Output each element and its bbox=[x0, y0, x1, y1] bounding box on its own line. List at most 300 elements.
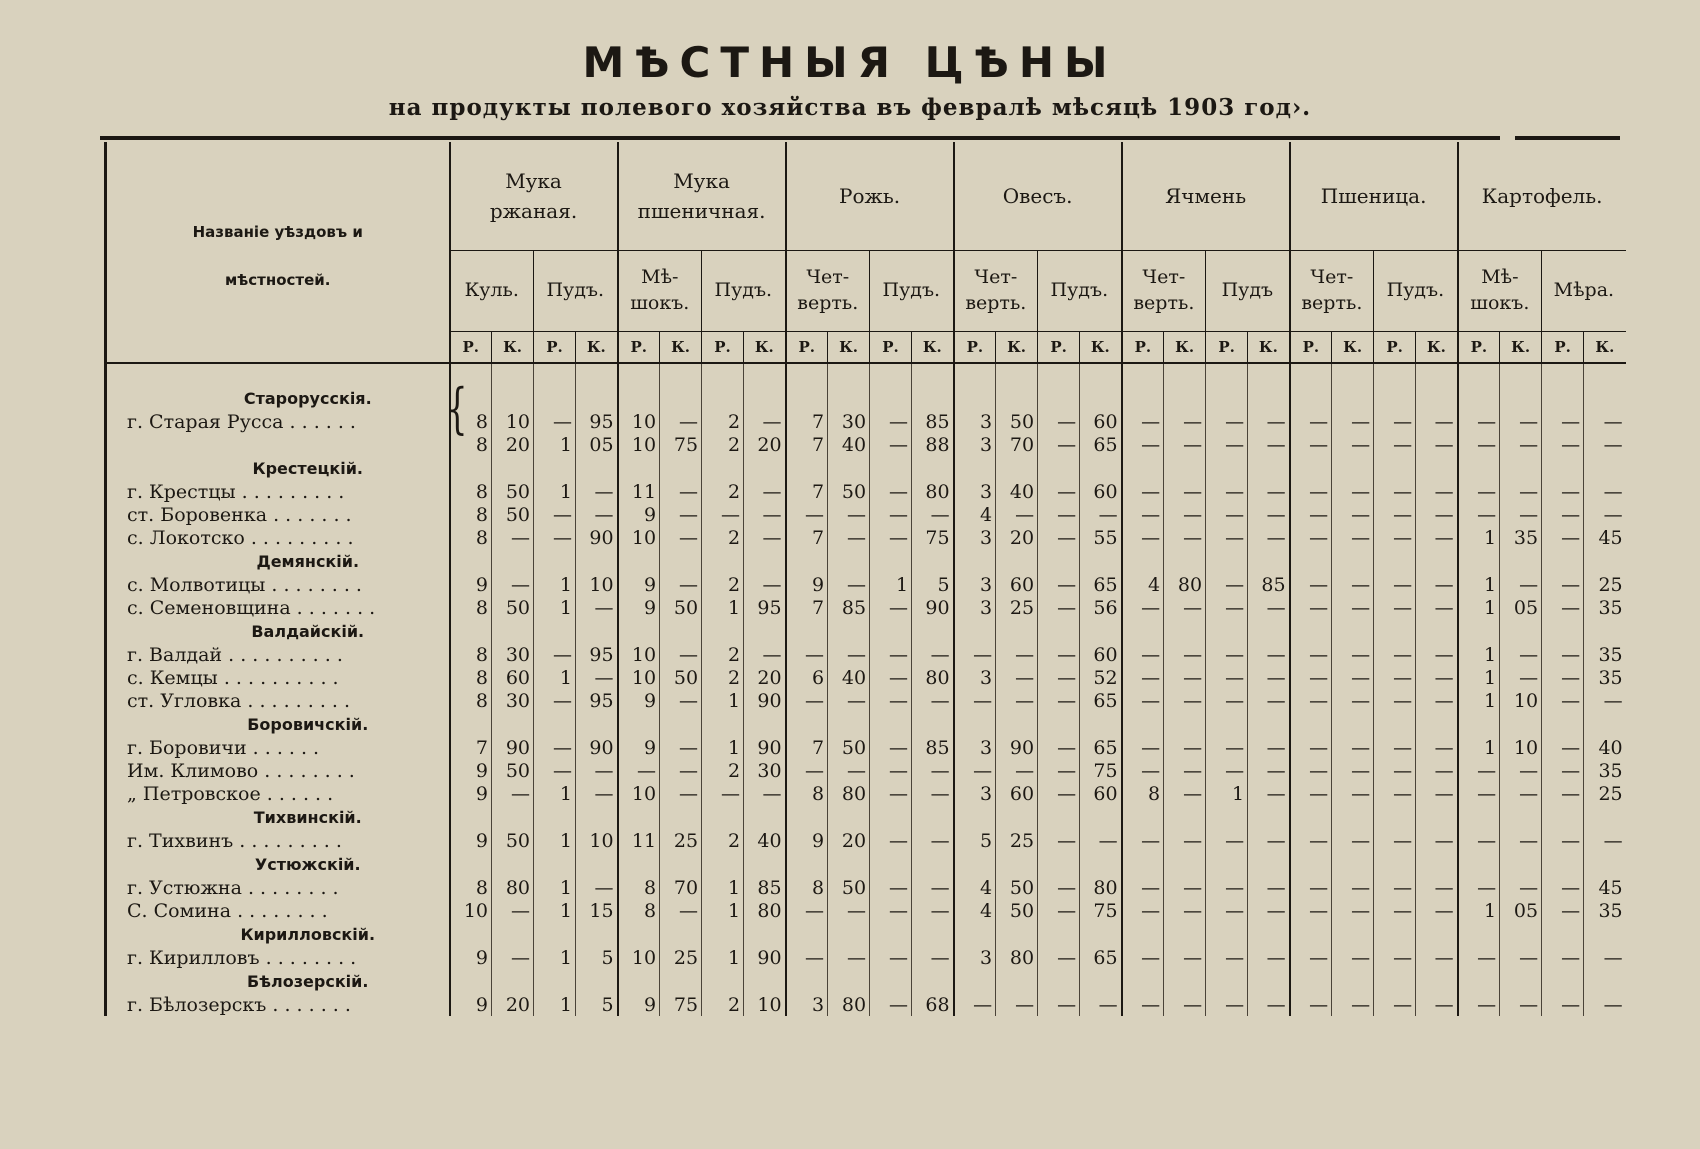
price-rubles: — bbox=[954, 643, 996, 666]
price-rubles: 2 bbox=[702, 643, 744, 666]
price-kopecks: 90 bbox=[912, 596, 954, 619]
empty-cell bbox=[1038, 969, 1080, 993]
empty-cell bbox=[1542, 386, 1584, 410]
rubles-label: Р. bbox=[1038, 332, 1080, 364]
price-kopecks: — bbox=[1416, 433, 1458, 456]
kopecks-label: К. bbox=[828, 332, 870, 364]
empty-cell bbox=[702, 969, 744, 993]
empty-cell bbox=[450, 852, 492, 876]
price-rubles: 8 bbox=[450, 433, 492, 456]
price-kopecks: — bbox=[1416, 782, 1458, 805]
price-kopecks: 65 bbox=[1080, 433, 1122, 456]
price-rubles: — bbox=[1206, 480, 1248, 503]
price-rubles: — bbox=[1542, 666, 1584, 689]
price-rubles: 1 bbox=[534, 876, 576, 899]
place-name: г. Крестцы . . . . . . . . . bbox=[106, 480, 450, 503]
price-rubles: — bbox=[1374, 503, 1416, 526]
unit-header bbox=[1122, 251, 1206, 332]
price-rubles: — bbox=[1038, 526, 1080, 549]
price-kopecks: — bbox=[1416, 876, 1458, 899]
price-kopecks: — bbox=[660, 480, 702, 503]
empty-cell bbox=[1290, 619, 1332, 643]
empty-cell bbox=[954, 549, 996, 573]
price-kopecks: — bbox=[660, 526, 702, 549]
price-kopecks: 56 bbox=[1080, 596, 1122, 619]
price-kopecks: 80 bbox=[1164, 573, 1206, 596]
price-rubles: — bbox=[1374, 480, 1416, 503]
price-rubles: 8 bbox=[450, 526, 492, 549]
price-kopecks: — bbox=[744, 503, 786, 526]
price-rubles: — bbox=[1038, 643, 1080, 666]
price-rubles: 3 bbox=[954, 480, 996, 503]
empty-cell bbox=[1038, 712, 1080, 736]
price-rubles: — bbox=[534, 736, 576, 759]
empty-cell bbox=[702, 852, 744, 876]
empty-cell bbox=[996, 805, 1038, 829]
empty-cell bbox=[870, 456, 912, 480]
price-kopecks: — bbox=[744, 410, 786, 433]
rubles-label: Р. bbox=[1206, 332, 1248, 364]
price-kopecks: — bbox=[1248, 596, 1290, 619]
empty-cell bbox=[1458, 456, 1500, 480]
price-rubles: — bbox=[618, 759, 660, 782]
unit-header-line1: Мѣ- bbox=[1481, 266, 1519, 289]
empty-cell bbox=[912, 386, 954, 410]
price-rubles: — bbox=[1038, 876, 1080, 899]
price-kopecks: 5 bbox=[912, 573, 954, 596]
price-rubles: — bbox=[1290, 433, 1332, 456]
rubles-label: Р. bbox=[1458, 332, 1500, 364]
price-rubles: — bbox=[870, 876, 912, 899]
empty-cell bbox=[1500, 922, 1542, 946]
price-kopecks: 50 bbox=[492, 480, 534, 503]
kopecks-label: К. bbox=[492, 332, 534, 364]
unit-header-line2: верть. bbox=[1133, 292, 1195, 314]
empty-cell bbox=[744, 549, 786, 573]
empty-cell bbox=[534, 549, 576, 573]
table-row bbox=[106, 526, 1626, 549]
empty-cell bbox=[1332, 386, 1374, 410]
empty-cell bbox=[1374, 852, 1416, 876]
unit-header-line1: Чет- bbox=[974, 266, 1018, 289]
empty-cell bbox=[996, 456, 1038, 480]
price-rubles: — bbox=[1038, 596, 1080, 619]
empty-cell bbox=[660, 549, 702, 573]
price-rubles: — bbox=[1290, 689, 1332, 712]
empty-cell bbox=[1206, 922, 1248, 946]
price-rubles: — bbox=[1122, 876, 1164, 899]
empty-cell bbox=[744, 922, 786, 946]
empty-cell bbox=[1416, 922, 1458, 946]
price-rubles: 8 bbox=[1122, 782, 1164, 805]
empty-cell bbox=[660, 805, 702, 829]
price-kopecks: 60 bbox=[996, 782, 1038, 805]
price-kopecks: 30 bbox=[828, 410, 870, 433]
price-rubles: — bbox=[1122, 480, 1164, 503]
price-rubles: 4 bbox=[954, 899, 996, 922]
price-rubles: 1 bbox=[870, 573, 912, 596]
price-kopecks: — bbox=[1416, 573, 1458, 596]
price-kopecks: 20 bbox=[744, 433, 786, 456]
price-rubles: — bbox=[870, 736, 912, 759]
price-rubles: — bbox=[1542, 993, 1584, 1016]
price-rubles: 4 bbox=[954, 503, 996, 526]
price-kopecks: 80 bbox=[828, 993, 870, 1016]
price-kopecks: — bbox=[1332, 596, 1374, 619]
empty-cell bbox=[1500, 549, 1542, 573]
price-rubles: 11 bbox=[618, 829, 660, 852]
price-rubles: — bbox=[1122, 829, 1164, 852]
price-rubles: — bbox=[1458, 876, 1500, 899]
empty-cell bbox=[534, 805, 576, 829]
price-kopecks: — bbox=[1164, 503, 1206, 526]
price-rubles: — bbox=[786, 946, 828, 969]
place-name: г. Кирилловъ . . . . . . . . bbox=[106, 946, 450, 969]
empty-cell bbox=[1584, 456, 1626, 480]
price-rubles: — bbox=[1290, 526, 1332, 549]
empty-cell bbox=[450, 549, 492, 573]
price-kopecks: — bbox=[1500, 410, 1542, 433]
price-rubles: 4 bbox=[1122, 573, 1164, 596]
empty-cell bbox=[1542, 852, 1584, 876]
price-kopecks: — bbox=[1332, 876, 1374, 899]
price-rubles: — bbox=[1458, 782, 1500, 805]
empty-cell bbox=[1206, 852, 1248, 876]
price-rubles: 1 bbox=[1458, 736, 1500, 759]
price-kopecks: — bbox=[1164, 876, 1206, 899]
price-kopecks: — bbox=[1584, 829, 1626, 852]
price-rubles: 1 bbox=[702, 736, 744, 759]
price-rubles: — bbox=[1290, 759, 1332, 782]
empty-cell bbox=[912, 969, 954, 993]
empty-cell bbox=[1080, 712, 1122, 736]
district-row bbox=[106, 386, 1626, 410]
price-kopecks: — bbox=[744, 526, 786, 549]
price-rubles: 1 bbox=[702, 946, 744, 969]
price-rubles: 1 bbox=[1458, 573, 1500, 596]
price-kopecks: 25 bbox=[1584, 782, 1626, 805]
empty-cell bbox=[996, 712, 1038, 736]
price-kopecks: 35 bbox=[1584, 759, 1626, 782]
table-row bbox=[106, 993, 1626, 1016]
unit-header-line1: Мѣ- bbox=[641, 266, 679, 289]
empty-cell bbox=[1206, 456, 1248, 480]
empty-cell bbox=[1332, 922, 1374, 946]
price-kopecks: — bbox=[828, 643, 870, 666]
price-rubles: 3 bbox=[954, 433, 996, 456]
empty-cell bbox=[450, 805, 492, 829]
price-kopecks: — bbox=[1332, 899, 1374, 922]
price-rubles: — bbox=[786, 503, 828, 526]
price-rubles: 2 bbox=[702, 410, 744, 433]
price-rubles: 3 bbox=[954, 946, 996, 969]
empty-cell bbox=[1206, 619, 1248, 643]
price-table bbox=[104, 142, 1626, 1016]
price-kopecks: — bbox=[744, 573, 786, 596]
empty-cell bbox=[786, 619, 828, 643]
price-rubles: 9 bbox=[618, 993, 660, 1016]
price-rubles: — bbox=[1122, 526, 1164, 549]
price-rubles: 9 bbox=[618, 736, 660, 759]
price-rubles: — bbox=[1206, 526, 1248, 549]
empty-cell bbox=[1080, 619, 1122, 643]
price-kopecks: 35 bbox=[1584, 899, 1626, 922]
price-rubles: — bbox=[1122, 689, 1164, 712]
price-kopecks: — bbox=[1164, 829, 1206, 852]
empty-cell bbox=[534, 969, 576, 993]
empty-cell bbox=[576, 456, 618, 480]
empty-cell bbox=[744, 456, 786, 480]
table-row bbox=[106, 643, 1626, 666]
kopecks-label: К. bbox=[996, 332, 1038, 364]
price-rubles: — bbox=[1122, 993, 1164, 1016]
price-kopecks: — bbox=[996, 666, 1038, 689]
empty-cell bbox=[1122, 619, 1164, 643]
row-brace: { bbox=[446, 377, 468, 440]
empty-cell bbox=[1122, 922, 1164, 946]
price-rubles: — bbox=[1206, 689, 1248, 712]
price-rubles: — bbox=[534, 503, 576, 526]
price-kopecks: 85 bbox=[828, 596, 870, 619]
empty-cell bbox=[1542, 456, 1584, 480]
empty-cell bbox=[1290, 969, 1332, 993]
place-name bbox=[106, 433, 450, 456]
empty-cell bbox=[1164, 456, 1206, 480]
price-kopecks: — bbox=[492, 782, 534, 805]
table-row bbox=[106, 759, 1626, 782]
empty-cell bbox=[912, 922, 954, 946]
price-rubles: — bbox=[1038, 829, 1080, 852]
price-kopecks: — bbox=[1584, 480, 1626, 503]
price-kopecks: 10 bbox=[1500, 689, 1542, 712]
price-kopecks: 80 bbox=[996, 946, 1038, 969]
rubles-label: Р. bbox=[1374, 332, 1416, 364]
empty-cell bbox=[702, 456, 744, 480]
price-kopecks: — bbox=[1164, 596, 1206, 619]
price-kopecks: — bbox=[492, 946, 534, 969]
price-kopecks: — bbox=[912, 829, 954, 852]
empty-cell bbox=[618, 549, 660, 573]
empty-cell bbox=[828, 456, 870, 480]
rubles-label: Р. bbox=[786, 332, 828, 364]
price-rubles: — bbox=[1458, 759, 1500, 782]
price-rubles: 8 bbox=[450, 480, 492, 503]
district-name: Демянскій. bbox=[106, 549, 450, 573]
price-kopecks: 65 bbox=[1080, 946, 1122, 969]
empty-cell bbox=[618, 805, 660, 829]
price-rubles: — bbox=[1542, 946, 1584, 969]
price-rubles: 1 bbox=[534, 782, 576, 805]
empty-cell bbox=[1290, 922, 1332, 946]
price-rubles: — bbox=[1122, 899, 1164, 922]
price-kopecks: — bbox=[1332, 410, 1374, 433]
empty-cell bbox=[954, 619, 996, 643]
price-kopecks: 90 bbox=[744, 689, 786, 712]
price-kopecks: 40 bbox=[744, 829, 786, 852]
price-kopecks: 25 bbox=[660, 946, 702, 969]
unit-header bbox=[870, 251, 954, 332]
price-rubles: — bbox=[1374, 596, 1416, 619]
rubles-label: Р. bbox=[450, 332, 492, 364]
price-rubles: 9 bbox=[450, 946, 492, 969]
empty-cell bbox=[534, 619, 576, 643]
price-kopecks: — bbox=[744, 643, 786, 666]
price-kopecks: — bbox=[912, 899, 954, 922]
district-row bbox=[106, 456, 1626, 480]
price-rubles: — bbox=[1206, 993, 1248, 1016]
price-rubles: 1 bbox=[702, 596, 744, 619]
empty-cell bbox=[1542, 969, 1584, 993]
empty-cell bbox=[1332, 969, 1374, 993]
price-kopecks: 10 bbox=[1500, 736, 1542, 759]
empty-cell bbox=[1206, 712, 1248, 736]
price-kopecks: — bbox=[1584, 946, 1626, 969]
empty-cell bbox=[702, 619, 744, 643]
price-kopecks: 25 bbox=[996, 829, 1038, 852]
empty-cell bbox=[1080, 549, 1122, 573]
price-rubles: — bbox=[1038, 433, 1080, 456]
price-rubles: — bbox=[1038, 993, 1080, 1016]
empty-cell bbox=[1248, 549, 1290, 573]
price-rubles: — bbox=[1374, 410, 1416, 433]
price-kopecks: 45 bbox=[1584, 876, 1626, 899]
price-kopecks: — bbox=[1500, 759, 1542, 782]
price-rubles: 1 bbox=[1206, 782, 1248, 805]
empty-cell bbox=[1374, 549, 1416, 573]
price-kopecks: — bbox=[828, 573, 870, 596]
price-kopecks: 80 bbox=[912, 480, 954, 503]
empty-cell bbox=[492, 386, 534, 410]
empty-cell bbox=[1374, 456, 1416, 480]
empty-cell bbox=[1206, 969, 1248, 993]
price-kopecks: 40 bbox=[1584, 736, 1626, 759]
price-rubles: — bbox=[1542, 433, 1584, 456]
price-rubles: 9 bbox=[786, 829, 828, 852]
price-kopecks: 5 bbox=[576, 946, 618, 969]
price-kopecks: — bbox=[1164, 782, 1206, 805]
price-rubles: — bbox=[1122, 643, 1164, 666]
price-rubles: 1 bbox=[534, 433, 576, 456]
price-rubles: — bbox=[870, 596, 912, 619]
price-rubles: 8 bbox=[450, 503, 492, 526]
unit-header bbox=[450, 251, 534, 332]
price-rubles: 9 bbox=[618, 503, 660, 526]
price-rubles: — bbox=[534, 759, 576, 782]
price-kopecks: 88 bbox=[912, 433, 954, 456]
empty-cell bbox=[618, 456, 660, 480]
price-kopecks: — bbox=[1248, 759, 1290, 782]
empty-cell bbox=[1038, 549, 1080, 573]
empty-cell bbox=[744, 969, 786, 993]
empty-cell bbox=[660, 712, 702, 736]
empty-cell bbox=[1416, 712, 1458, 736]
table-row bbox=[106, 829, 1626, 852]
empty-cell bbox=[786, 969, 828, 993]
price-kopecks: — bbox=[1416, 410, 1458, 433]
price-kopecks: — bbox=[1500, 876, 1542, 899]
price-rubles: 9 bbox=[450, 993, 492, 1016]
price-rubles: — bbox=[870, 759, 912, 782]
price-kopecks: 65 bbox=[1080, 573, 1122, 596]
price-kopecks: — bbox=[1416, 596, 1458, 619]
price-kopecks: 40 bbox=[828, 433, 870, 456]
price-rubles: 8 bbox=[618, 899, 660, 922]
price-rubles: 2 bbox=[702, 573, 744, 596]
price-rubles: 9 bbox=[450, 759, 492, 782]
price-kopecks: 65 bbox=[1080, 736, 1122, 759]
rubles-label: Р. bbox=[702, 332, 744, 364]
price-rubles: 1 bbox=[1458, 643, 1500, 666]
price-rubles: — bbox=[1122, 433, 1164, 456]
price-kopecks: — bbox=[1500, 946, 1542, 969]
price-kopecks: 90 bbox=[492, 736, 534, 759]
price-kopecks: 52 bbox=[1080, 666, 1122, 689]
price-rubles: — bbox=[702, 503, 744, 526]
price-kopecks: — bbox=[996, 759, 1038, 782]
price-rubles: — bbox=[870, 480, 912, 503]
empty-cell bbox=[1164, 619, 1206, 643]
empty-cell bbox=[1038, 922, 1080, 946]
unit-header-line2: верть. bbox=[965, 292, 1027, 314]
price-kopecks: — bbox=[912, 643, 954, 666]
empty-cell bbox=[786, 922, 828, 946]
empty-cell bbox=[1500, 969, 1542, 993]
price-kopecks: 80 bbox=[828, 782, 870, 805]
table-row bbox=[106, 410, 1626, 433]
price-rubles: 10 bbox=[618, 433, 660, 456]
price-rubles: — bbox=[1290, 410, 1332, 433]
kopecks-label: К. bbox=[660, 332, 702, 364]
price-kopecks: 75 bbox=[912, 526, 954, 549]
price-rubles: — bbox=[870, 410, 912, 433]
price-kopecks: 5 bbox=[576, 993, 618, 1016]
empty-cell bbox=[954, 922, 996, 946]
price-rubles: 9 bbox=[786, 573, 828, 596]
price-kopecks: — bbox=[1164, 899, 1206, 922]
price-kopecks: — bbox=[1248, 782, 1290, 805]
price-kopecks: — bbox=[1500, 573, 1542, 596]
price-kopecks: — bbox=[1164, 480, 1206, 503]
empty-cell bbox=[1164, 386, 1206, 410]
price-kopecks: 95 bbox=[744, 596, 786, 619]
empty-cell bbox=[1458, 852, 1500, 876]
product-header-line1: Картофель. bbox=[1481, 184, 1603, 208]
empty-cell bbox=[1584, 549, 1626, 573]
price-rubles: — bbox=[1290, 829, 1332, 852]
empty-cell bbox=[660, 386, 702, 410]
empty-cell bbox=[912, 456, 954, 480]
price-kopecks: — bbox=[1500, 666, 1542, 689]
empty-cell bbox=[1416, 805, 1458, 829]
price-rubles: — bbox=[1542, 503, 1584, 526]
price-rubles: — bbox=[1206, 736, 1248, 759]
price-kopecks: — bbox=[1584, 689, 1626, 712]
table-row bbox=[106, 899, 1626, 922]
empty-cell bbox=[618, 922, 660, 946]
price-kopecks: — bbox=[1416, 759, 1458, 782]
price-kopecks: — bbox=[1164, 410, 1206, 433]
unit-header bbox=[1374, 251, 1458, 332]
empty-cell bbox=[996, 549, 1038, 573]
price-rubles: — bbox=[1290, 993, 1332, 1016]
price-rubles: 4 bbox=[954, 876, 996, 899]
empty-cell bbox=[786, 386, 828, 410]
price-rubles: — bbox=[1374, 526, 1416, 549]
price-kopecks: — bbox=[1416, 736, 1458, 759]
empty-cell bbox=[1290, 852, 1332, 876]
table-row bbox=[106, 946, 1626, 969]
price-rubles: — bbox=[870, 899, 912, 922]
